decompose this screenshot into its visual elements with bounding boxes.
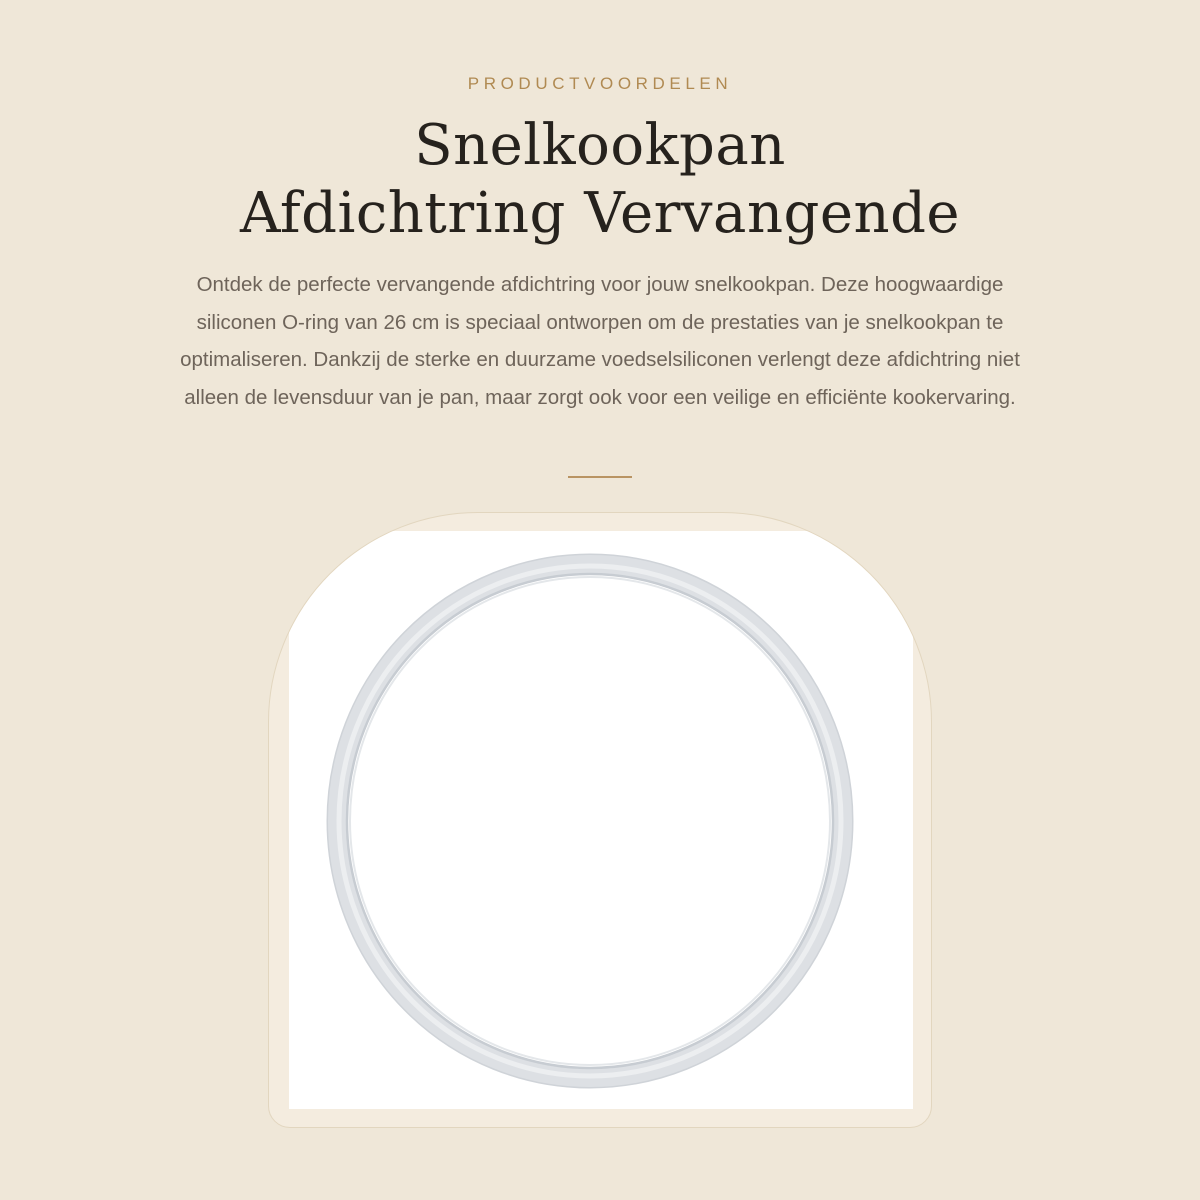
section-divider (568, 476, 632, 478)
product-image-card (268, 512, 932, 1128)
section-title-line-2: Afdichtring Vervangende (239, 181, 961, 246)
silicone-ring-icon (289, 531, 913, 1109)
section-title-line-1: Snelkookpan (414, 113, 786, 178)
section-title (100, 112, 1100, 248)
section-eyebrow: PRODUCTVOORDELEN (467, 74, 733, 93)
ring-inner-shadow (350, 577, 830, 1065)
product-photo (289, 531, 913, 1109)
section-description: Ontdek de perfecte vervangende afdichtring voor jouw snelkookpan. Deze hoogwaardige siliconen O-ring van 26 cm is speciaal ontworpen om de prestaties van je snelkookpan te optimaliseren. Dankzij de sterke en duurzame voedselsiliconen verlengt deze afdichtring niet alleen de levensduur van je pan, maar zorgt ook voor een veilige en efficiënte kookervaring. (180, 273, 1020, 409)
